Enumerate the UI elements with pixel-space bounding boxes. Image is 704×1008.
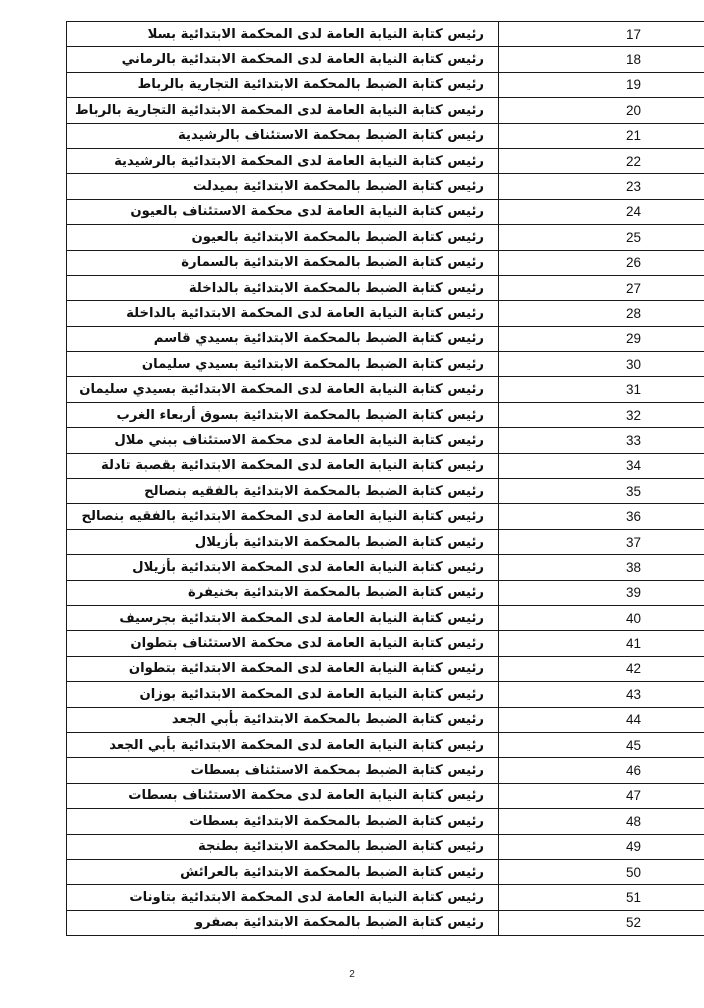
position-title-cell: رئيس كتابة النيابة العامة لدى المحكمة الابتدائية بتاونات bbox=[67, 885, 499, 910]
position-title-cell: رئيس كتابة النيابة العامة لدى المحكمة الابتدائية بأبي الجعد bbox=[67, 732, 499, 757]
table-row bbox=[67, 859, 704, 884]
row-number-cell: 40 bbox=[499, 605, 704, 630]
table-row bbox=[67, 377, 704, 402]
table-row bbox=[67, 758, 704, 783]
row-number-cell: 42 bbox=[499, 656, 704, 681]
position-title-cell: رئيس كتابة النيابة العامة لدى محكمة الاستئناف ببني ملال bbox=[67, 428, 499, 453]
row-number-cell: 20 bbox=[499, 98, 704, 123]
row-number-cell: 17 bbox=[499, 22, 704, 47]
position-title-cell: رئيس كتابة الضبط بالمحكمة الابتدائية بميدلت bbox=[67, 174, 499, 199]
table-row bbox=[67, 402, 704, 427]
table-row bbox=[67, 580, 704, 605]
table-row bbox=[67, 123, 704, 148]
position-title-cell: رئيس كتابة النيابة العامة لدى المحكمة الابتدائية بجرسيف bbox=[67, 605, 499, 630]
row-number-cell: 26 bbox=[499, 250, 704, 275]
row-number-cell: 28 bbox=[499, 301, 704, 326]
position-title-cell: رئيس كتابة النيابة العامة لدى المحكمة الابتدائية بالرشيدية bbox=[67, 148, 499, 173]
row-number-cell: 29 bbox=[499, 326, 704, 351]
position-title-cell: رئيس كتابة النيابة العامة لدى المحكمة الابتدائية التجارية بالرباط bbox=[67, 98, 499, 123]
row-number-cell: 19 bbox=[499, 72, 704, 97]
position-title-cell: رئيس كتابة النيابة العامة لدى المحكمة الابتدائية بسيدي سليمان bbox=[67, 377, 499, 402]
position-title-cell: رئيس كتابة الضبط بالمحكمة الابتدائية بأبي الجعد bbox=[67, 707, 499, 732]
position-title-cell: رئيس كتابة النيابة العامة لدى المحكمة الابتدائية بالرماني bbox=[67, 47, 499, 72]
table-row bbox=[67, 479, 704, 504]
row-number-cell: 33 bbox=[499, 428, 704, 453]
position-title-cell: رئيس كتابة النيابة العامة لدى محكمة الاستئناف بالعيون bbox=[67, 199, 499, 224]
position-title-cell: رئيس كتابة النيابة العامة لدى المحكمة الابتدائية بالداخلة bbox=[67, 301, 499, 326]
position-title-cell: رئيس كتابة الضبط بالمحكمة الابتدائية بطنجة bbox=[67, 834, 499, 859]
position-title-cell: رئيس كتابة الضبط بمحكمة الاستئناف بسطات bbox=[67, 758, 499, 783]
table-row bbox=[67, 250, 704, 275]
positions-table bbox=[66, 21, 704, 936]
row-number-cell: 39 bbox=[499, 580, 704, 605]
row-number-cell: 50 bbox=[499, 859, 704, 884]
table-row bbox=[67, 656, 704, 681]
position-title-cell: رئيس كتابة الضبط بالمحكمة الابتدائية بسيدي قاسم bbox=[67, 326, 499, 351]
position-title-cell: رئيس كتابة الضبط بالمحكمة الابتدائية بسطات bbox=[67, 809, 499, 834]
row-number-cell: 51 bbox=[499, 885, 704, 910]
position-title-cell: رئيس كتابة الضبط بالمحكمة الابتدائية التجارية بالرباط bbox=[67, 72, 499, 97]
table-row bbox=[67, 225, 704, 250]
position-title-cell: رئيس كتابة الضبط بالمحكمة الابتدائية بالعرائش bbox=[67, 859, 499, 884]
position-title-cell: رئيس كتابة الضبط بمحكمة الاستئناف بالرشيدية bbox=[67, 123, 499, 148]
table-row bbox=[67, 910, 704, 935]
position-title-cell: رئيس كتابة النيابة العامة لدى المحكمة الابتدائية بالفقيه بنصالح bbox=[67, 504, 499, 529]
row-number-cell: 46 bbox=[499, 758, 704, 783]
row-number-cell: 41 bbox=[499, 631, 704, 656]
table-row bbox=[67, 783, 704, 808]
row-number-cell: 25 bbox=[499, 225, 704, 250]
table-row bbox=[67, 301, 704, 326]
row-number-cell: 49 bbox=[499, 834, 704, 859]
row-number-cell: 48 bbox=[499, 809, 704, 834]
table-row bbox=[67, 275, 704, 300]
row-number-cell: 30 bbox=[499, 352, 704, 377]
position-title-cell: رئيس كتابة النيابة العامة لدى المحكمة الابتدائية بوزان bbox=[67, 682, 499, 707]
table-row bbox=[67, 148, 704, 173]
row-number-cell: 45 bbox=[499, 732, 704, 757]
table-row bbox=[67, 47, 704, 72]
row-number-cell: 24 bbox=[499, 199, 704, 224]
row-number-cell: 47 bbox=[499, 783, 704, 808]
row-number-cell: 44 bbox=[499, 707, 704, 732]
row-number-cell: 43 bbox=[499, 682, 704, 707]
table-row bbox=[67, 555, 704, 580]
positions-table-body bbox=[67, 22, 704, 936]
row-number-cell: 18 bbox=[499, 47, 704, 72]
position-title-cell: رئيس كتابة النيابة العامة لدى المحكمة الابتدائية بتطوان bbox=[67, 656, 499, 681]
table-row bbox=[67, 809, 704, 834]
table-row bbox=[67, 885, 704, 910]
table-row bbox=[67, 707, 704, 732]
row-number-cell: 27 bbox=[499, 275, 704, 300]
table-row bbox=[67, 834, 704, 859]
table-row bbox=[67, 682, 704, 707]
position-title-cell: رئيس كتابة النيابة العامة لدى المحكمة الابتدائية بقصبة تادلة bbox=[67, 453, 499, 478]
table-row bbox=[67, 453, 704, 478]
table-row bbox=[67, 732, 704, 757]
position-title-cell: رئيس كتابة النيابة العامة لدى المحكمة الابتدائية بأزيلال bbox=[67, 555, 499, 580]
table-row bbox=[67, 98, 704, 123]
position-title-cell: رئيس كتابة النيابة العامة لدى محكمة الاستئناف بتطوان bbox=[67, 631, 499, 656]
table-row bbox=[67, 174, 704, 199]
position-title-cell: رئيس كتابة الضبط بالمحكمة الابتدائية بسيدي سليمان bbox=[67, 352, 499, 377]
table-row bbox=[67, 504, 704, 529]
table-row bbox=[67, 199, 704, 224]
position-title-cell: رئيس كتابة الضبط بالمحكمة الابتدائية بسوق أربعاء الغرب bbox=[67, 402, 499, 427]
table-row bbox=[67, 72, 704, 97]
position-title-cell: رئيس كتابة الضبط بالمحكمة الابتدائية بالداخلة bbox=[67, 275, 499, 300]
row-number-cell: 52 bbox=[499, 910, 704, 935]
row-number-cell: 22 bbox=[499, 148, 704, 173]
table-row bbox=[67, 22, 704, 47]
row-number-cell: 23 bbox=[499, 174, 704, 199]
row-number-cell: 32 bbox=[499, 402, 704, 427]
table-row bbox=[67, 631, 704, 656]
table-row bbox=[67, 352, 704, 377]
table-row bbox=[67, 605, 704, 630]
position-title-cell: رئيس كتابة الضبط بالمحكمة الابتدائية بالفقيه بنصالح bbox=[67, 479, 499, 504]
position-title-cell: رئيس كتابة النيابة العامة لدى محكمة الاستئناف بسطات bbox=[67, 783, 499, 808]
row-number-cell: 31 bbox=[499, 377, 704, 402]
position-title-cell: رئيس كتابة الضبط بالمحكمة الابتدائية بصفرو bbox=[67, 910, 499, 935]
row-number-cell: 37 bbox=[499, 529, 704, 554]
table-row bbox=[67, 326, 704, 351]
position-title-cell: رئيس كتابة النيابة العامة لدى المحكمة الابتدائية بسلا bbox=[67, 22, 499, 47]
row-number-cell: 35 bbox=[499, 479, 704, 504]
row-number-cell: 36 bbox=[499, 504, 704, 529]
position-title-cell: رئيس كتابة الضبط بالمحكمة الابتدائية بأزيلال bbox=[67, 529, 499, 554]
row-number-cell: 21 bbox=[499, 123, 704, 148]
table-row bbox=[67, 428, 704, 453]
position-title-cell: رئيس كتابة الضبط بالمحكمة الابتدائية بالسمارة bbox=[67, 250, 499, 275]
position-title-cell: رئيس كتابة الضبط بالمحكمة الابتدائية بخنيفرة bbox=[67, 580, 499, 605]
table-row bbox=[67, 529, 704, 554]
row-number-cell: 38 bbox=[499, 555, 704, 580]
row-number-cell: 34 bbox=[499, 453, 704, 478]
position-title-cell: رئيس كتابة الضبط بالمحكمة الابتدائية بالعيون bbox=[67, 225, 499, 250]
page-number: 2 bbox=[349, 969, 355, 980]
